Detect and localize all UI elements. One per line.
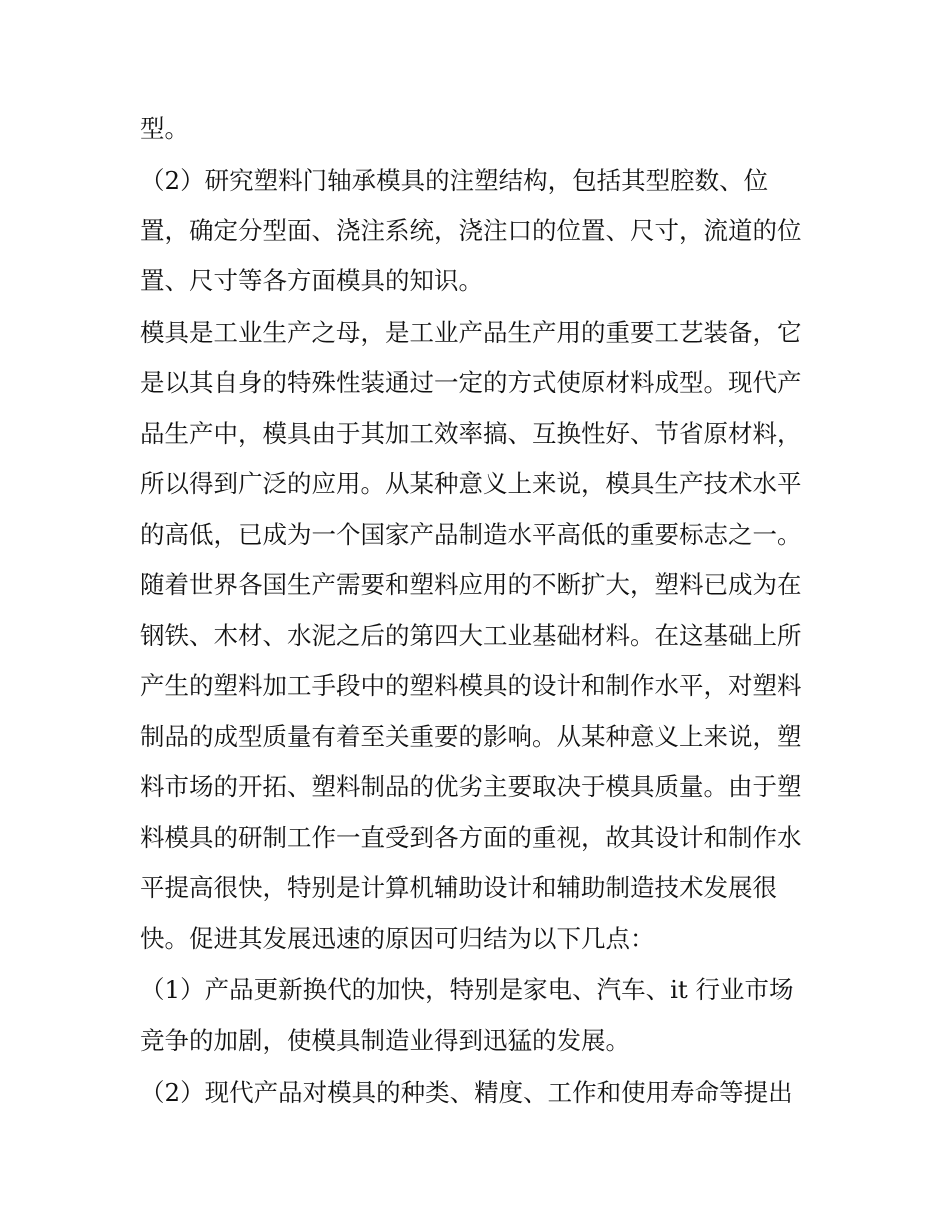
text-line: 竞争的加剧，使模具制造业得到迅猛的发展。 [140, 1026, 630, 1055]
text-line: 所以得到广泛的应用。从某种意义上来说，模具生产技术水平 [140, 469, 802, 498]
text-line: 的高低，已成为一个国家产品制造水平高低的重要标志之一。 [140, 520, 802, 549]
text-line: 料市场的开拓、塑料制品的优劣主要取决于模具质量。由于塑 [140, 772, 802, 801]
text-line: 随着世界各国生产需要和塑料应用的不断扩大，塑料已成为在 [140, 570, 802, 599]
text-line: （2）研究塑料门轴承模具的注塑结构，包括其型腔数、位 [140, 166, 769, 195]
text-line: 型。 [140, 114, 189, 143]
text-line: 料模具的研制工作一直受到各方面的重视，故其设计和制作水 [140, 823, 802, 852]
text-line: （1）产品更新换代的加快，特别是家电、汽车、it 行业市场 [140, 975, 794, 1004]
text-line: 模具是工业生产之母，是工业产品生产用的重要工艺装备，它 [140, 318, 802, 347]
text-line: 是以其自身的特殊性装通过一定的方式使原材料成型。现代产 [140, 368, 802, 397]
text-line: 置、尺寸等各方面模具的知识。 [140, 266, 483, 295]
text-line: 钢铁、木材、水泥之后的第四大工业基础材料。在这基础上所 [140, 621, 802, 650]
text-line: 平提高很快，特别是计算机辅助设计和辅助制造技术发展很 [140, 873, 777, 902]
text-line: 品生产中，模具由于其加工效率搞、互换性好、节省原材料， [140, 419, 802, 448]
text-line: 产生的塑料加工手段中的塑料模具的设计和制作水平，对塑料 [140, 671, 802, 700]
text-line: 置，确定分型面、浇注系统，浇注口的位置、尺寸，流道的位 [140, 216, 802, 245]
text-line: 制品的成型质量有着至关重要的影响。从某种意义上来说，塑 [140, 722, 802, 751]
text-line: （2）现代产品对模具的种类、精度、工作和使用寿命等提出 [140, 1078, 793, 1107]
text-line: 快。促进其发展迅速的原因可归结为以下几点： [140, 924, 655, 953]
